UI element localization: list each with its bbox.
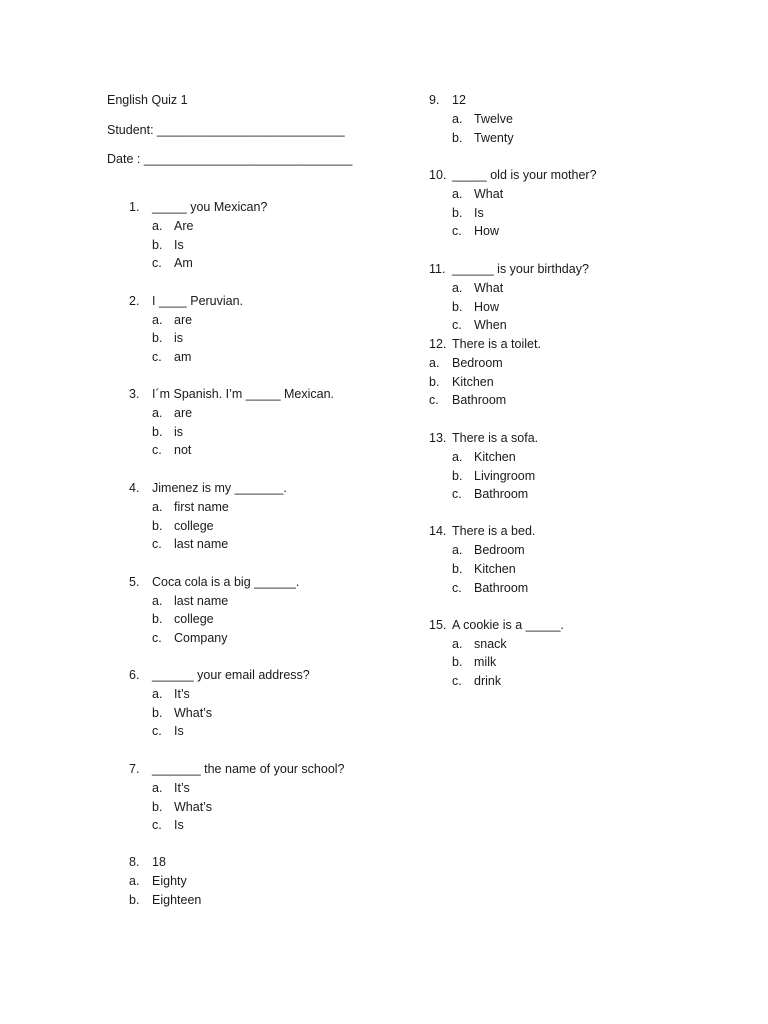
option-text: not: [174, 443, 192, 457]
option-letter: b.: [152, 800, 163, 814]
question-text: A cookie is a _____.: [452, 618, 564, 632]
option-text: Is: [174, 724, 184, 738]
option-letter: c.: [152, 631, 162, 645]
option-letter: a.: [152, 500, 163, 514]
option-text: Bedroom: [474, 543, 525, 557]
option-letter: b.: [452, 562, 463, 576]
option-text: last name: [174, 594, 229, 608]
question-text: ______ is your birthday?: [452, 262, 589, 276]
question-number: 14.: [429, 524, 447, 538]
student-name-field: Student: ___________________________: [107, 123, 345, 137]
option-letter: c.: [452, 224, 462, 238]
option-text: last name: [174, 537, 229, 551]
option-letter: c.: [152, 350, 162, 364]
option-text: It’s: [174, 781, 190, 795]
question-number: 10.: [429, 168, 447, 182]
option-text: Bathroom: [452, 393, 507, 407]
question-text: Coca cola is a big ______.: [152, 575, 300, 589]
option-letter: a.: [429, 356, 440, 370]
question-number: 5.: [129, 575, 140, 589]
question-number: 9.: [429, 93, 440, 107]
question-text: ______ your email address?: [152, 668, 310, 682]
option-letter: a.: [452, 187, 463, 201]
option-text: snack: [474, 637, 507, 651]
option-text: milk: [474, 655, 497, 669]
question-text: There is a toilet.: [452, 337, 541, 351]
option-letter: a.: [152, 594, 163, 608]
option-text: Kitchen: [474, 450, 516, 464]
question-number: 1.: [129, 200, 140, 214]
option-letter: a.: [452, 450, 463, 464]
option-letter: b.: [452, 300, 463, 314]
question-number: 13.: [429, 431, 447, 445]
quiz-title: English Quiz 1: [107, 93, 188, 107]
question-number: 4.: [129, 481, 140, 495]
option-letter: c.: [429, 393, 439, 407]
option-text: first name: [174, 500, 229, 514]
option-text: are: [174, 313, 193, 327]
option-text: How: [474, 300, 500, 314]
option-text: What’s: [174, 800, 212, 814]
option-text: Is: [174, 238, 184, 252]
option-letter: c.: [452, 674, 462, 688]
option-letter: a.: [452, 281, 463, 295]
option-letter: a.: [129, 874, 140, 888]
option-text: Is: [474, 206, 484, 220]
question-text: There is a sofa.: [452, 431, 539, 445]
option-text: Eighteen: [152, 893, 202, 907]
option-letter: c.: [152, 724, 162, 738]
option-text: It’s: [174, 687, 190, 701]
option-text: college: [174, 612, 214, 626]
question-text: There is a bed.: [452, 524, 536, 538]
question-text: _____ old is your mother?: [452, 168, 597, 182]
question-text: Jimenez is my _______.: [152, 481, 287, 495]
option-text: Company: [174, 631, 228, 645]
date-field: Date : ______________________________: [107, 152, 353, 166]
option-text: What: [474, 187, 504, 201]
option-letter: b.: [452, 655, 463, 669]
option-letter: c.: [152, 818, 162, 832]
option-letter: b.: [429, 375, 440, 389]
option-text: is: [174, 331, 184, 345]
option-text: is: [174, 425, 184, 439]
option-letter: a.: [152, 781, 163, 795]
option-text: Twenty: [474, 131, 514, 145]
question-text: I ____ Peruvian.: [152, 294, 244, 308]
option-text: college: [174, 519, 214, 533]
option-text: drink: [474, 674, 502, 688]
option-letter: b.: [152, 425, 163, 439]
option-letter: b.: [152, 706, 163, 720]
option-text: How: [474, 224, 500, 238]
question-number: 8.: [129, 855, 140, 869]
option-letter: c.: [452, 487, 462, 501]
question-text: _____ you Mexican?: [152, 200, 268, 214]
option-letter: c.: [152, 256, 162, 270]
option-letter: c.: [152, 537, 162, 551]
option-letter: a.: [152, 687, 163, 701]
option-text: Bathroom: [474, 487, 529, 501]
option-text: Kitchen: [474, 562, 516, 576]
option-text: What: [474, 281, 504, 295]
option-letter: a.: [452, 543, 463, 557]
option-letter: b.: [129, 893, 140, 907]
option-letter: b.: [152, 612, 163, 626]
option-text: am: [174, 350, 192, 364]
option-letter: c.: [452, 318, 462, 332]
option-text: What’s: [174, 706, 212, 720]
option-text: Kitchen: [452, 375, 494, 389]
option-text: When: [474, 318, 507, 332]
question-text: _______ the name of your school?: [152, 762, 345, 776]
option-text: are: [174, 406, 193, 420]
option-text: Livingroom: [474, 469, 536, 483]
option-text: Bedroom: [452, 356, 503, 370]
question-number: 7.: [129, 762, 140, 776]
option-letter: a.: [152, 219, 163, 233]
option-letter: c.: [152, 443, 162, 457]
question-text: 12: [452, 93, 466, 107]
question-text: 18: [152, 855, 166, 869]
option-text: Eighty: [152, 874, 187, 888]
question-number: 15.: [429, 618, 447, 632]
option-text: Bathroom: [474, 581, 529, 595]
option-text: Are: [174, 219, 194, 233]
option-letter: b.: [452, 469, 463, 483]
option-letter: b.: [152, 331, 163, 345]
option-letter: a.: [152, 406, 163, 420]
question-number: 2.: [129, 294, 140, 308]
option-letter: c.: [452, 581, 462, 595]
option-letter: a.: [452, 112, 463, 126]
question-number: 6.: [129, 668, 140, 682]
option-letter: b.: [452, 131, 463, 145]
option-letter: b.: [452, 206, 463, 220]
option-letter: a.: [152, 313, 163, 327]
option-letter: a.: [452, 637, 463, 651]
question-text: I´m Spanish. I’m _____ Mexican.: [152, 387, 335, 401]
question-number: 12.: [429, 337, 447, 351]
question-number: 3.: [129, 387, 140, 401]
option-letter: b.: [152, 519, 163, 533]
option-text: Is: [174, 818, 184, 832]
option-text: Am: [174, 256, 193, 270]
option-text: Twelve: [474, 112, 513, 126]
option-letter: b.: [152, 238, 163, 252]
question-number: 11.: [429, 262, 446, 276]
